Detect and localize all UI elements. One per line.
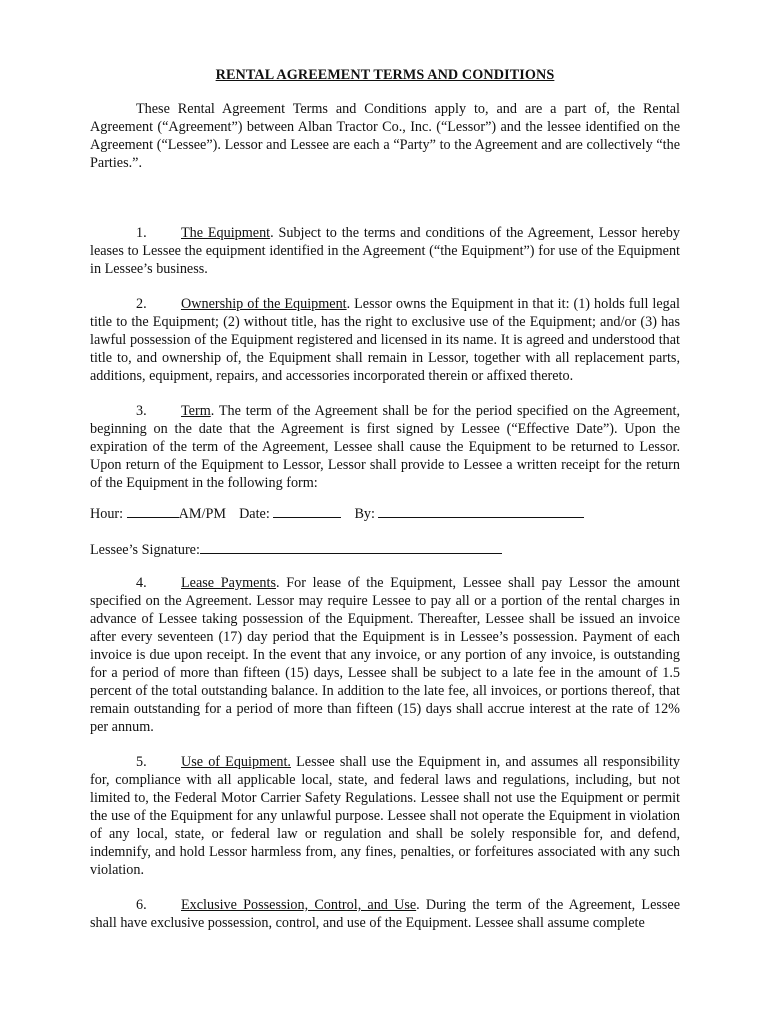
section-text: . Subject to the terms and conditions of the Agreement, Lessor hereby leases to Lessee the equipment identified in the Agreement (“the Equipment”) for use of the Equipment in Lessee’s business. [90, 225, 680, 277]
section-heading: Term [181, 403, 211, 419]
section-number: 1. [136, 225, 147, 241]
by-field[interactable] [378, 504, 584, 518]
date-label: Date: [239, 506, 270, 522]
intro-paragraph: These Rental Agreement Terms and Conditions apply to, and are a part of, the Rental Agreement (“Agreement”) between Alban Tractor Co., Inc. (“Lessor”) and the lessee identified on the Agreement (“Lessee”). Lessor and Lessee are each a “Party” to the Agreement and are collectively “the Parties.”. [90, 101, 680, 171]
by-label: By: [354, 506, 375, 522]
hour-label: Hour: [90, 506, 124, 522]
signature-label: Lessee’s Signature: [90, 542, 200, 558]
date-field[interactable] [273, 504, 341, 518]
section-2 [90, 295, 680, 385]
section-text: . Lessor owns the Equipment in that it: (1) holds full legal title to the Equipment; (2) without title, has the right to exclusive use of the Equipment; and/or (3) has lawful possession of the Equipment registered and licensed in its name. It is agreed and understood that title to, and ownership of, the Equipment shall remain in Lessor, together with all replacement parts, additions, equipment, repairs, and accessories incorporated therein or affixed thereto. [90, 296, 680, 384]
section-number: 5. [136, 754, 147, 770]
return-receipt-form-row [90, 504, 680, 523]
section-1 [90, 224, 680, 278]
section-text: . During the term of the Agreement, Lessee shall have exclusive possession, control, and use of the Equipment. Lessee shall assume complete [90, 897, 681, 931]
section-4 [90, 574, 680, 736]
section-heading: Exclusive Possession, Control, and Use [181, 897, 417, 913]
section-heading: Use of Equipment. [181, 754, 291, 770]
section-3 [90, 402, 680, 492]
section-6 [90, 896, 680, 932]
signature-row [90, 540, 680, 559]
document-title: RENTAL AGREEMENT TERMS AND CONDITIONS [215, 67, 555, 83]
section-heading: The Equipment [181, 225, 271, 241]
section-number: 2. [136, 296, 147, 312]
signature-field[interactable] [200, 540, 502, 554]
section-text: Lessee shall use the Equipment in, and assumes all responsibility for, compliance with all applicable local, state, and federal laws and regulations, including, but not limited to, the Federal Motor Carrier Safety Regulations. Lessee shall not use the Equipment or permit the use of the Equipment for any unlawful purpose. Lessee shall not operate the Equipment in violation of any local, state, or federal law or regulation and shall be solely responsible for, and defend, indemnify, and hold Lessor harmless from, any fines, penalties, or forfeitures associated with any such violation. [90, 754, 680, 878]
hour-field[interactable] [127, 504, 179, 518]
section-heading: Ownership of the Equipment [181, 296, 347, 312]
section-text: . The term of the Agreement shall be for the period specified on the Agreement, beginning on the date that the Agreement is first signed by Lessee (“Effective Date”). Upon the expiration of the term of the Agreement, Lessee shall cause the Equipment to be returned to Lessor. Upon return of the Equipment to Lessor, Lessor shall provide to Lessee a written receipt for the return of the Equipment in the following form: [90, 403, 680, 491]
section-text: . For lease of the Equipment, Lessee shall pay Lessor the amount specified on the Agreement. Lessor may require Lessee to pay all or a portion of the rental charges in advance of Lessee taking possession of the Equipment. Thereafter, Lessee shall be issued an invoice after every seventeen (17) day period that the Equipment is in Lessee’s possession. Payment of each invoice is due upon receipt. In the event that any invoice, or any portion of any invoice, is outstanding for a period of more than fifteen (15) days, Lessee shall be subject to a late fee in the amount of 1.5 percent of the total outstanding balance. In addition to the late fee, all invoices, or portions thereof, that remain outstanding for a period of more than fifteen (15) days shall accrue interest at the rate of 12% per annum. [90, 575, 680, 735]
ampm-label: AM/PM [178, 506, 226, 522]
section-number: 6. [136, 897, 147, 913]
section-number: 3. [136, 403, 147, 419]
section-number: 4. [136, 575, 147, 591]
section-heading: Lease Payments [181, 575, 276, 591]
section-5 [90, 753, 680, 879]
